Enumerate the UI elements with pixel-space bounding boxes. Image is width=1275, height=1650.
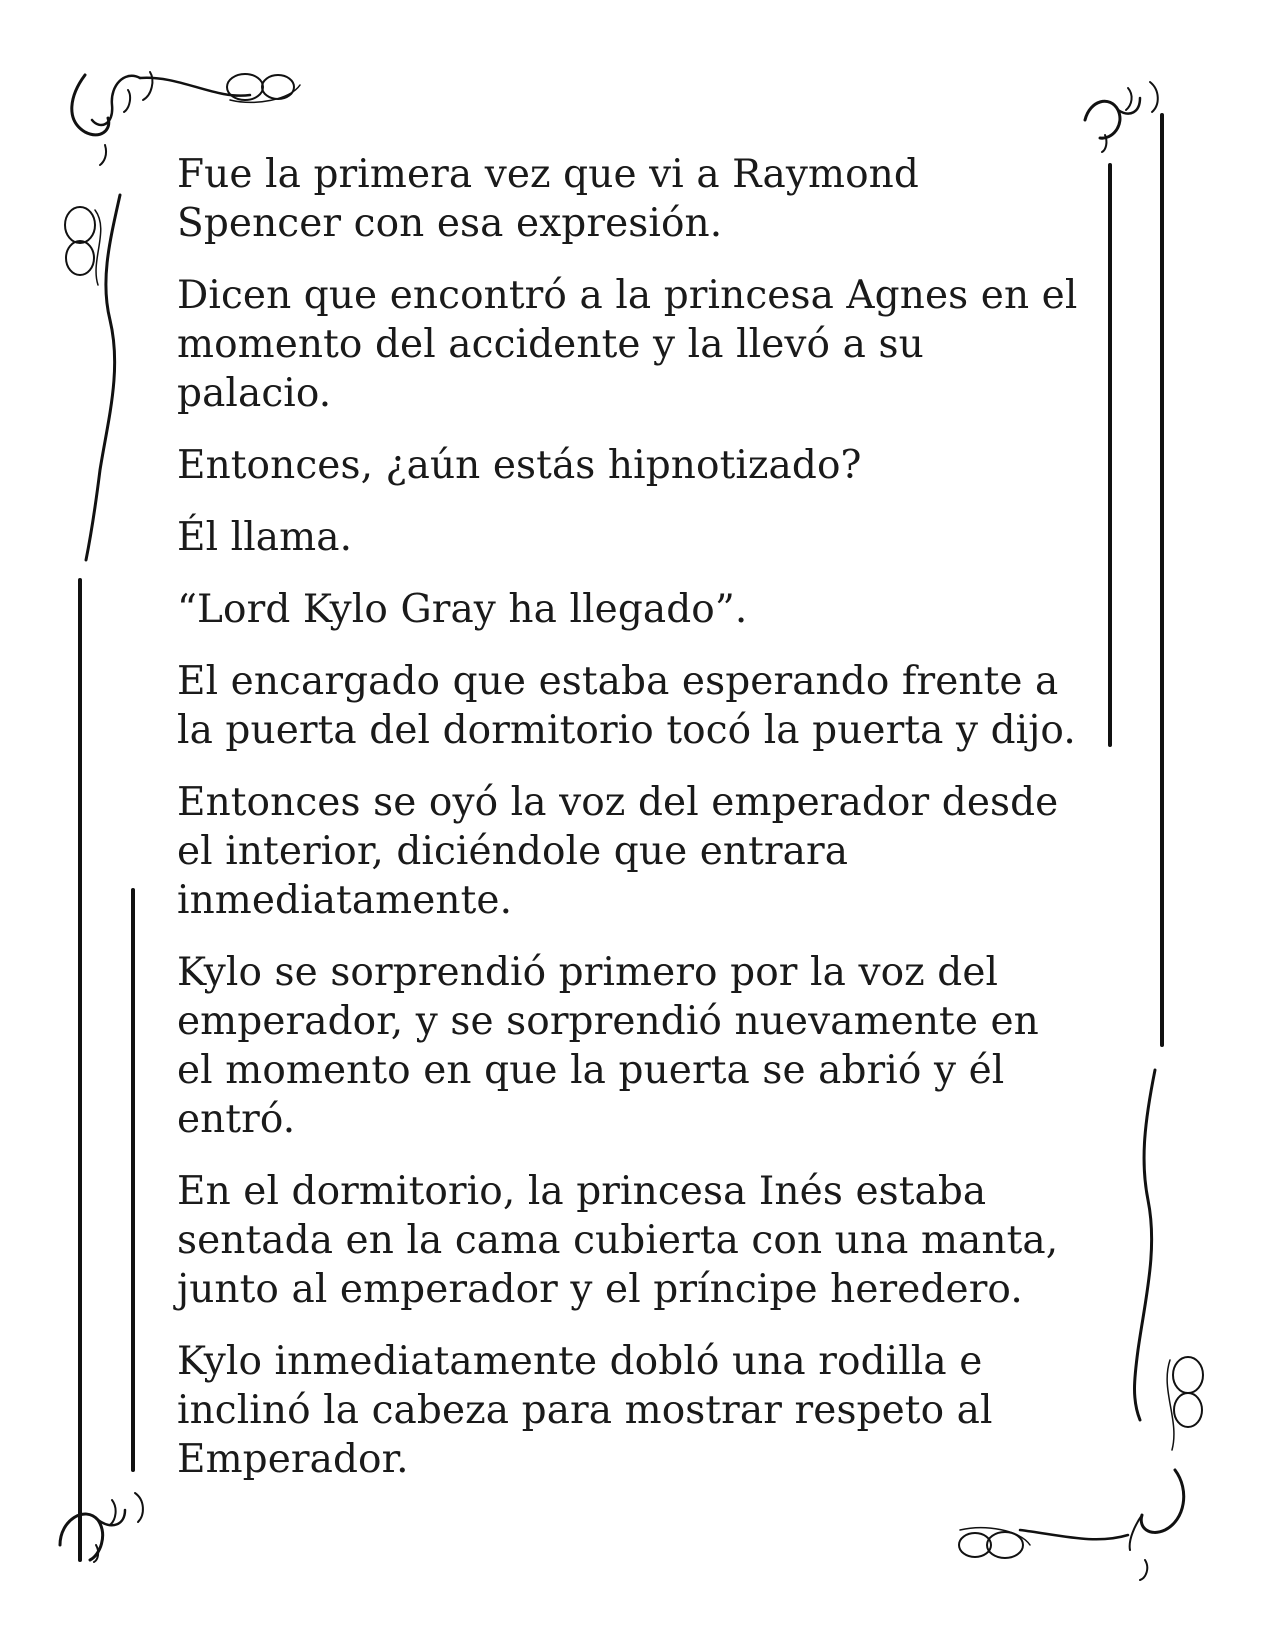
bottom-left-flourish <box>60 1493 143 1562</box>
paragraph-4: Él llama. <box>177 515 353 560</box>
paragraph-3: Entonces, ¿aún estás hipnotizado? <box>177 443 862 488</box>
paragraph-9: En el dormitorio, la princesa Inés estaba sentada en la cama cubierta con una manta, junto al emperador y el príncipe heredero. <box>177 1169 1059 1312</box>
paragraph-8: Kylo se sorprendió primero por la voz del emperador, y se sorprendió nuevamente en el momento en que la puerta se abrió y él entró. <box>177 950 1039 1142</box>
paragraph-2: Dicen que encontró a la princesa Agnes en el momento del accidente y la llevó a su palacio. <box>177 273 1078 416</box>
paragraph-6: El encargado que estaba esperando frente a la puerta del dormitorio tocó la puerta y dijo. <box>177 659 1076 753</box>
story-text <box>177 150 1087 1507</box>
paragraph-5: “Lord Kylo Gray ha llegado”. <box>177 587 748 632</box>
paragraph-7: Entonces se oyó la voz del emperador desde el interior, diciéndole que entrara inmediatamente. <box>177 780 1059 923</box>
top-right-flourish <box>1085 82 1158 152</box>
paragraph-10: Kylo inmediatamente dobló una rodilla e inclinó la cabeza para mostrar respeto al Emperador. <box>177 1339 993 1482</box>
paragraph-1: Fue la primera vez que vi a Raymond Spencer con esa expresión. <box>177 152 919 246</box>
